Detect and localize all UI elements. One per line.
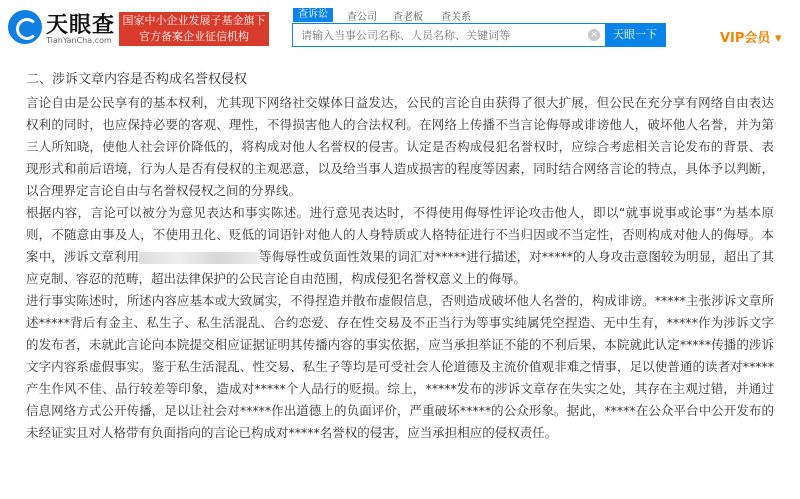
section-heading: 二、涉诉文章内容是否构成名誉权侵权 <box>26 72 248 87</box>
redacted-block <box>139 252 259 264</box>
badge-line-1: 国家中小企业发展子基金旗下 <box>122 14 266 27</box>
search-button[interactable]: 天眼一下 <box>605 24 665 46</box>
search-input[interactable] <box>293 24 603 46</box>
logo-icon <box>8 10 42 44</box>
clear-icon[interactable]: × <box>588 29 600 41</box>
article-content <box>0 58 800 499</box>
official-badge <box>119 12 269 46</box>
badge-line-2: 官方备案企业征信机构 <box>139 30 249 43</box>
logo[interactable] <box>8 8 120 50</box>
paragraph-text-b: 等侮辱性或负面性效果的词汇对*****进行描述，对*****的人身攻击意图较为明显，超出了其应克制、容忍的范畴，超出法律保护的公民言论自由范围，构成侵犯名誉权意义上的侮辱。 <box>26 249 774 286</box>
brand-name: 天眼查 <box>46 13 116 38</box>
search-bar <box>292 23 666 47</box>
paragraph-opinion-expression <box>26 202 774 290</box>
vip-menu[interactable]: VIP会员 ▾ <box>720 31 782 46</box>
site-header <box>0 0 800 58</box>
tab-boss[interactable]: 查老板 <box>393 12 423 23</box>
paragraph-fact-statement: 进行事实陈述时，所述内容应基本或大致属实，不得捏造并散布虚假信息，否则造成破坏他人名誉的，构成诽谤。*****主张涉诉文章所述*****背后有金主、私生子、私生活混乱、合约恋爱、存在性交易及不正当行为等事实纯属凭空捏造、无中生有，*****作为涉诉文字的发布者，未就此言论向本院提交相应证据证明其传播内容的事实依据，应当承担举证不能的不利后果，本院就此认定*****传播的涉诉文字内容系虚假事实。鉴于私生活混乱、性交易、私生子等均是可受社会人伦道德及主流价值观非难之情事，足以使普通的读者对*****产生作风不佳、品行较差等印象，造成对*****个人品行的贬损。综上，*****发布的涉诉文章存在失实之处，其存在主观过错，并通过信息网络方式公开传播，足以让社会对*****作出道德上的负面评价，严重破坏*****的公众形象。据此，*****在公众平台中公开发布的未经证实且对人格带有负面指向的言论已构成对*****名誉权的侵害，应当承担相应的侵权责任。 <box>26 293 774 440</box>
paragraph-freedom-of-speech: 言论自由是公民享有的基本权利，尤其现下网络社交媒体日益发达，公民的言论自由获得了很大扩展，但公民在充分享有网络自由表达权利的同时，也应保持必要的客观、理性，不得损害他人的合法权利。在网络上传播不当言论侮辱或诽谤他人，破坏他人名誉，并为第三人所知晓，使他人社会评价降低的，将构成对他人名誉权的侵害。认定是否构成侵犯名誉权时，应综合考虑相关言论发布的背景、表现形式和前后语境，行为人是否有侵权的主观恶意，以及给当事人造成损害的程度等因素，同时结合网络言论的特点，具体予以判断，以合理界定言论自由与名誉权侵权之间的分界线。 <box>26 95 774 198</box>
tab-relation[interactable]: 查关系 <box>441 12 471 23</box>
tab-litigation[interactable]: 查诉讼 <box>293 8 333 22</box>
tab-company[interactable]: 查公司 <box>347 12 377 23</box>
paragraph-text-a: 根据内容，言论可以被分为意见表达和事实陈述。进行意见表达时，不得使用侮辱性评论攻击他人，即以“就事说事或论事”为基本原则，不随意由事及人，不使用丑化、贬低的词语针对他人的人身特质或人格特征进行不当归因或不当定性，否则构成对他人的侮辱。本案中，涉诉文章利用 <box>26 205 774 264</box>
brand-domain: TianYanCha.com <box>46 36 112 45</box>
